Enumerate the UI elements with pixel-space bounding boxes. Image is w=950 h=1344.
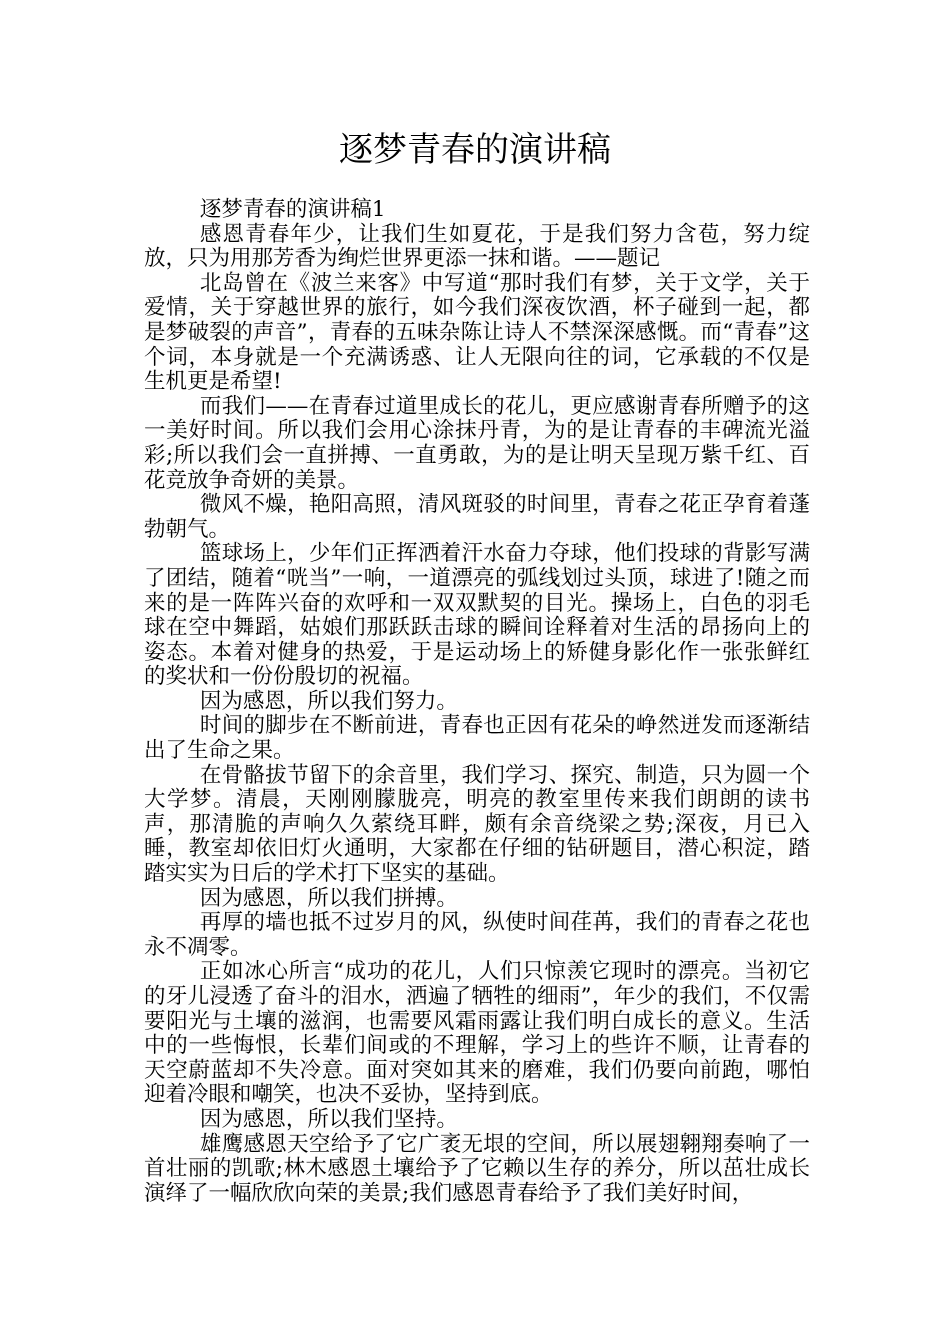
- paragraph: 时间的脚步在不断前进，青春也正因有花朵的峥然迸发而逐渐结出了生命之果。: [144, 713, 810, 764]
- paragraph: 正如冰心所言“成功的花儿，人们只惊羡它现时的漂亮。当初它的牙儿浸透了奋斗的泪水，洒遍了牺牲的细雨”，年少的我们，不仅需要阳光与土壤的滋润，也需要风霜雨露让我们明白成长的意义。生活中的一些悔恨，长辈们间或的不理解，学习上的些许不顺，让青春的天空蔚蓝却不失冷意。面对突如其来的磨难，我们仍要向前跑，哪怕迎着冷眼和嘲笑，也决不妥协，坚持到底。: [144, 959, 810, 1108]
- paragraph: 再厚的墙也抵不过岁月的风，纵使时间荏苒，我们的青春之花也永不凋零。: [144, 910, 810, 960]
- paragraph: 而我们——在青春过道里成长的花儿，更应感谢青春所赠予的这一美好时间。所以我们会用心涂抹丹青，为的是让青春的丰碑流光溢彩;所以我们会一直拼搏、一直勇敢，为的是让明天呈现万紫千红、百花竞放争奇妍的美景。: [144, 393, 810, 493]
- paragraph: 因为感恩，所以我们拼搏。: [199, 885, 458, 911]
- paragraph: 因为感恩，所以我们坚持。: [199, 1106, 458, 1132]
- document-title: 逐梦青春的演讲稿: [339, 130, 611, 170]
- paragraph: 在骨骼拔节留下的余音里，我们学习、探究、制造，只为圆一个大学梦。清晨，天刚刚朦胧亮，明亮的教室里传来我们朗朗的读书声，那清脆的声响久久萦绕耳畔，颇有余音绕梁之势;深夜，月已入睡，教室却依旧灯火通明，大家都在仔细的钻研题目，潜心积淀，踏踏实实为日后的学术打下坚实的基础。: [144, 762, 810, 887]
- paragraph: 因为感恩，所以我们努力。: [199, 688, 458, 714]
- paragraph: 感恩青春年少，让我们生如夏花，于是我们努力含苞，努力绽放，只为用那芳香为绚烂世界更添一抹和谐。——题记: [144, 221, 810, 272]
- document-body: [144, 198, 810, 1206]
- paragraph: 篮球场上，少年们正挥洒着汗水奋力夺球，他们投球的背影写满了团结，随着“咣当”一响，一道漂亮的弧线划过头顶，球进了!随之而来的是一阵阵兴奋的欢呼和一双双默契的目光。操场上，白色的羽毛球在空中舞蹈，姑娘们那跃跃击球的瞬间诠释着对生活的昂扬向上的姿态。本着对健身的热爱，于是运动场上的矫健身影化作一张张鲜红的奖状和一份份殷切的祝福。: [144, 541, 810, 690]
- paragraph-subtitle: 逐梦青春的演讲稿1: [199, 197, 386, 222]
- paragraph: 北岛曾在《波兰来客》中写道“那时我们有梦，关于文学，关于爱情，关于穿越世界的旅行，如今我们深夜饮酒，杯子碰到一起，都是梦破裂的声音”，青春的五味杂陈让诗人不禁深深感慨。而“青春”这个词，本身就是一个充满诱惑、让人无限向往的词，它承载的不仅是生机更是希望!: [144, 270, 810, 395]
- paragraph: 微风不燥，艳阳高照，清风斑驳的时间里，青春之花正孕育着蓬勃朝气。: [144, 492, 810, 542]
- paragraph: 雄鹰感恩天空给予了它广袤无垠的空间，所以展翅翱翔奏响了一首壮丽的凯歌;林木感恩土壤给予了它赖以生存的养分，所以茁壮成长演绎了一幅欣欣向荣的美景;我们感恩青春给予了我们美好时间，: [144, 1131, 810, 1206]
